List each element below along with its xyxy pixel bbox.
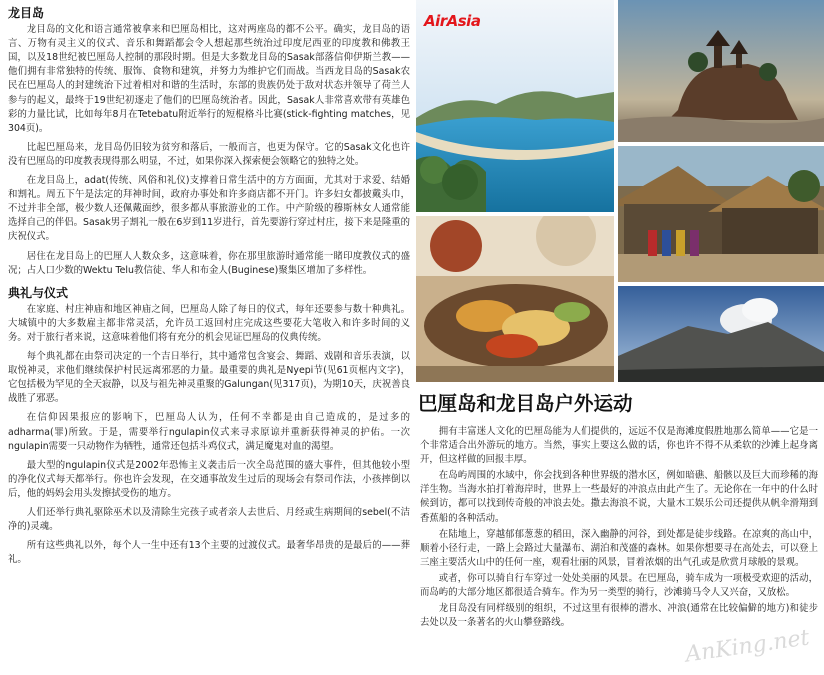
paragraph: 居住在龙目岛上的巴厘人人数众多，这意味着，你在那里旅游时通常能一睹印度教仪式的盛况；占人口少数的Wektu Telu教信徒、华人和布金人(Buginese)聚集区增加了多样性。 xyxy=(8,250,410,276)
sea-temple-photo xyxy=(618,0,824,142)
left-column xyxy=(8,6,410,572)
coastline-photo xyxy=(416,0,614,212)
watermark: AnKing.net xyxy=(684,625,812,668)
paragraph: 最大型的ngulapin仪式是2002年恐怖主义袭击后一次全岛范围的盛大事件，但其他较小型的净化仪式每天都举行。你也许会发现，在交通事故发生过后的现场会有祭司作法，小孩摔倒以后，他的妈妈会用头发擦拭受伤的地方。 xyxy=(8,459,410,499)
section-heading-lombok: 龙目岛 xyxy=(8,6,45,20)
section-heading-outdoor: 巴厘岛和龙目岛户外运动 xyxy=(418,392,633,415)
village-huts-photo xyxy=(618,146,824,282)
airline-logo: AirAsia xyxy=(424,12,481,30)
paragraph: 在信仰因果报应的影响下，巴厘岛人认为，任何不幸都是由自己造成的，是过多的adharma(罪)所致。于是，需要举行ngulapin仪式来寻求原谅并重新获得神灵的护佑。一次ngulapin需要一只动物作为牺牲，通常还包括斗鸡仪式，满足魔鬼对血的渴望。 xyxy=(8,412,410,452)
paragraph: 所有这些典礼以外，每个人一生中还有13个主要的过渡仪式。最奢华昂贵的是最后的——葬礼。 xyxy=(8,540,410,566)
paragraph: 人们还举行典礼驱除巫术以及清除生完孩子或者亲人去世后、月经或生病期间的sebel(不洁净的)灵魂。 xyxy=(8,507,410,533)
food-photo xyxy=(416,216,614,382)
paragraph: 龙目岛的文化和语言通常被拿来和巴厘岛相比，这对两座岛的都不公平。确实，龙目岛的语言、万物有灵主义的仪式、音乐和舞蹈都会令人想起那些统治过印度尼西亚的印度教和佛教王国，以及18世纪被巴厘岛人控制的那段时期。但是大多数龙目岛的Sasak部落信仰伊斯兰教——他们拥有非常独特的传统、服饰、食物和建筑，并努力为维护它们而战。当西龙目岛的Sasak农民在巴厘岛人的封建统治下过着相对和谐的生活时，东部的贵族仍处于敌对状态并领导了荷兰人参与的起义，最终于19世纪初逐走了他们的巴厘岛统治者。因此，Sasak人非常喜欢带有英雄色彩的力量比试，比如每年8月在Tetebatu附近举行的短棍格斗比赛(stick-fighting matches，见304页)。 xyxy=(8,24,410,134)
paragraph: 或者，你可以骑自行车穿过一处处美丽的风景。在巴厘岛，骑车成为一项极受欢迎的活动，而岛屿的大部分地区都很适合骑车。作为另一类型的骑行，沙滩骑马令人又兴奋，又放松。 xyxy=(420,572,818,599)
paragraph: 在岛屿周围的水域中，你会找到各种世界级的潜水区，例如暗礁、船骸以及巨大而珍稀的海洋生物。当海水拍打着海岸时，世界上一些最好的冲浪点由此产生了。无论你在一年中的什么时候到访，都可以找到传奇般的冲浪去处。撒去海浪不说，大量木工娱乐公司还提供从帆伞滑翔到香蕉船的各种活动。 xyxy=(420,470,818,524)
paragraph: 在龙目岛上，adat(传统、风俗和礼仪)支撑着日常生活中的方方面面，尤其对于求爱、结婚和割礼。周五下午是法定的拜神时间，政府办事处和许多商店都不开门。许多妇女都披戴头巾，不过并非全部，极少数人还佩戴面纱，很多都从事旅游业的工作。中产阶级的穆斯林女人通常能选择自己的伴侣。Sasak男子割礼一般在6岁到11岁进行，首先要游行穿过村庄，接下来是隆重的庆祝仪式。 xyxy=(8,175,410,243)
right-column xyxy=(420,425,818,632)
photo-collage xyxy=(416,0,824,392)
paragraph: 龙目岛没有同样级别的组织，不过这里有很棒的潜水、冲浪(通常在比较偏僻的地方)和徒步去处以及一条著名的火山攀登路线。 xyxy=(420,603,818,629)
paragraph: 每个典礼都在由祭司决定的一个吉日举行，其中通常包含宴会、舞蹈、戏剧和音乐表演，以取悦神灵，求他们继续保护村民远离邪恶的力量。最重要的典礼是Nyepi节(见61页框内文字)，它包括极为罕见的全天寂静，以及与祖先神灵重聚的Galungan(见317页)，为期10天，庆祝善良战胜了邪恶。 xyxy=(8,351,410,405)
paragraph: 在陆地上，穿越郁郁葱葱的稻田，深入幽静的河谷，到处都是徒步线路。在凉爽的高山中，顺着小径行走，一路上会路过大量瀑布、湖泊和茂盛的森林。如果你想要寻在高处去，可以登上三座主要活火山中的任何一座，观看壮丽的风景，冒着浓烟的出气孔或是欣赏月球般的景观。 xyxy=(420,528,818,568)
section-heading-ceremonies: 典礼与仪式 xyxy=(8,285,69,300)
paragraph: 在家庭、村庄神庙和地区神庙之间，巴厘岛人除了每日的仪式，每年还要参与数十种典礼。大城镇中的大多数雇主都非常灵活，允许员工返回村庄完成这些要花大笔收入和许多时间的义务。对于旅行者来说，这意味着他们将有充分的机会见证巴厘岛的仪典传统。 xyxy=(8,303,410,343)
paragraph: 拥有丰富迷人文化的巴厘岛能为人们提供的，远远不仅是海滩度假胜地那么简单——它是一个非常适合出外游玩的地方。当然，事实上要这么做的话，你也许不得不从柔软的沙滩上起身离开，但这样做的回报丰厚。 xyxy=(420,426,818,466)
volcano-photo xyxy=(618,286,824,382)
paragraph: 比起巴厘岛来，龙目岛仍旧较为贫穷和落后，一般而言，也更为保守。它的Sasak文化也许没有巴厘岛的印度教表现得那么明显，不过，如果你深入探索便会领略它的独特之处。 xyxy=(8,141,410,167)
